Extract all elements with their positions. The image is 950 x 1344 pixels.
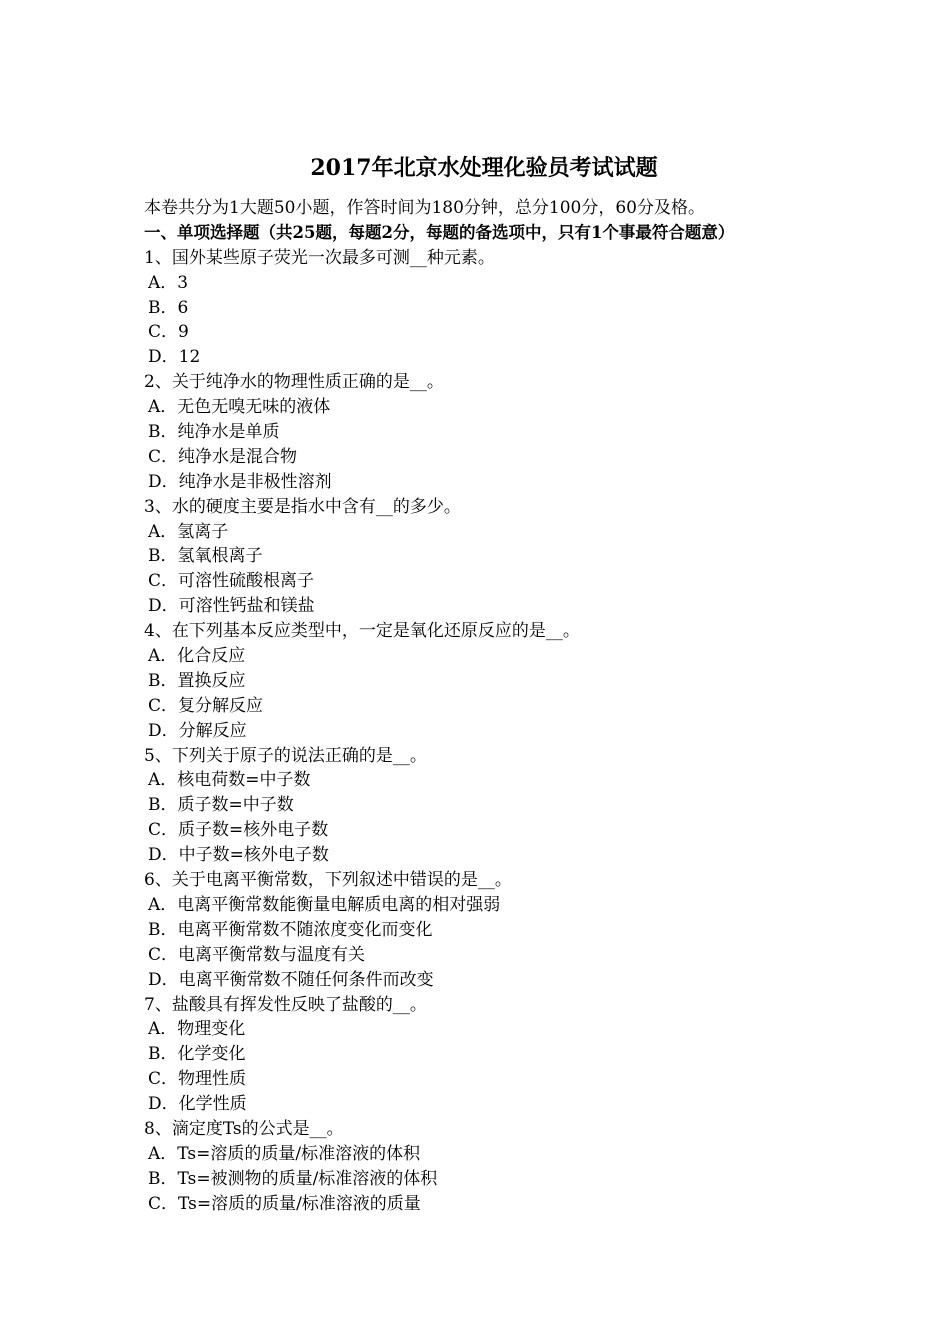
question-stem: 4、在下列基本反应类型中，一定是氧化还原反应的是__。 (144, 621, 580, 642)
question-stem: 8、滴定度Ts的公式是__。 (144, 1118, 344, 1139)
option-a: A．物理变化 (148, 1019, 246, 1040)
question-6 (144, 868, 824, 992)
question-stem: 5、下列关于原子的说法正确的是__。 (144, 745, 427, 766)
option-d: D．化学性质 (148, 1094, 247, 1115)
question-4 (144, 619, 824, 743)
option-b: B．Ts=被测物的质量/标准溶液的体积 (148, 1168, 438, 1189)
option-c: C．9 (148, 322, 189, 343)
option-d: D．12 (148, 347, 201, 368)
option-b: B．化学变化 (148, 1044, 246, 1065)
question-stem: 7、盐酸具有挥发性反映了盐酸的__。 (144, 994, 427, 1015)
option-c: C．Ts=溶质的质量/标准溶液的质量 (148, 1193, 421, 1214)
exam-intro: 本卷共分为1大题50小题，作答时间为180分钟，总分100分，60分及格。 (144, 198, 705, 218)
question-3 (144, 495, 824, 619)
question-5 (144, 744, 824, 868)
option-c: C．纯净水是混合物 (148, 446, 298, 467)
option-d: D．分解反应 (148, 720, 247, 741)
document-title: 2017年北京水处理化验员考试试题 (310, 155, 658, 181)
option-d: D．中子数=核外电子数 (148, 845, 329, 866)
document-content (144, 150, 824, 1217)
question-1 (144, 246, 824, 370)
option-b: B．氢氧根离子 (148, 546, 263, 567)
option-a: A．核电荷数=中子数 (148, 770, 311, 791)
question-stem: 3、水的硬度主要是指水中含有__的多少。 (144, 496, 461, 517)
option-b: B．电离平衡常数不随浓度变化而变化 (148, 919, 433, 940)
option-a: A．无色无嗅无味的液体 (148, 397, 331, 418)
question-7 (144, 993, 824, 1117)
section-heading: 一、单项选择题（共25题，每题2分，每题的备选项中，只有1个事最符合题意） (144, 222, 735, 242)
option-a: A．氢离子 (148, 521, 229, 542)
option-c: C．电离平衡常数与温度有关 (148, 944, 366, 965)
option-a: A．Ts=溶质的质量/标准溶液的体积 (148, 1143, 421, 1164)
option-d: D．可溶性钙盐和镁盐 (148, 596, 315, 617)
question-8 (144, 1117, 824, 1217)
option-d: D．纯净水是非极性溶剂 (148, 471, 332, 492)
option-a: A．3 (148, 272, 189, 293)
question-stem: 6、关于电离平衡常数，下列叙述中错误的是__。 (144, 870, 512, 891)
option-c: C．物理性质 (148, 1069, 247, 1090)
question-stem: 2、关于纯净水的物理性质正确的是__。 (144, 372, 444, 393)
option-c: C．可溶性硫酸根离子 (148, 571, 315, 592)
question-stem: 1、国外某些原子荧光一次最多可测__种元素。 (144, 247, 495, 268)
option-b: B．置换反应 (148, 670, 246, 691)
option-c: C．质子数=核外电子数 (148, 820, 329, 841)
option-b: B．质子数=中子数 (148, 795, 294, 816)
option-b: B．纯净水是单质 (148, 422, 280, 443)
option-d: D．电离平衡常数不随任何条件而改变 (148, 969, 434, 990)
option-a: A．电离平衡常数能衡量电解质电离的相对强弱 (148, 894, 501, 915)
option-a: A．化合反应 (148, 646, 246, 667)
option-c: C．复分解反应 (148, 695, 264, 716)
option-b: B．6 (148, 297, 189, 318)
question-2 (144, 370, 824, 494)
